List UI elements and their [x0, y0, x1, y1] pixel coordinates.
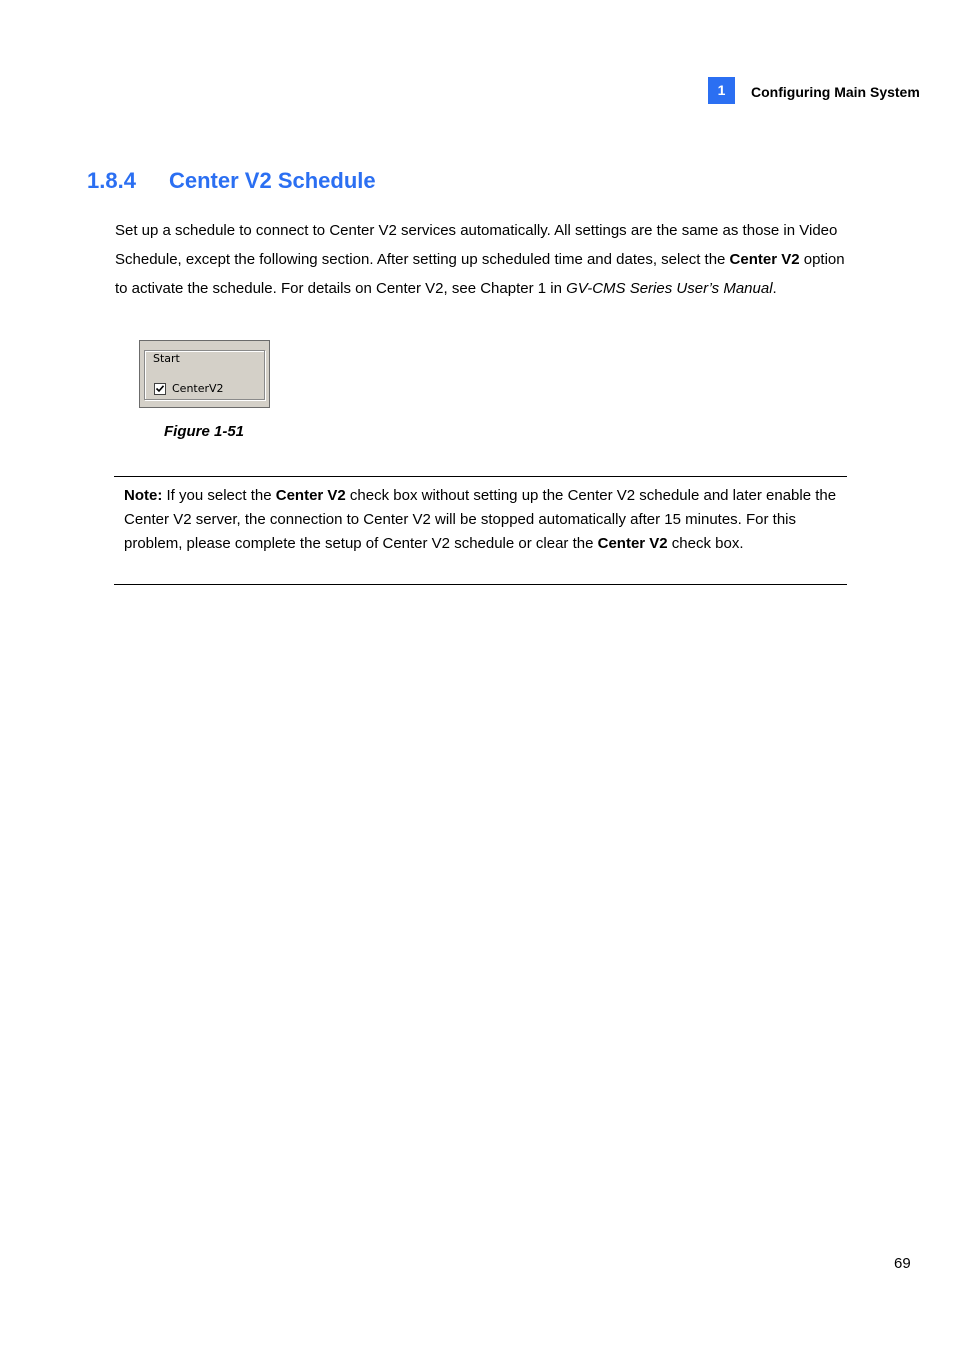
- intro-text: .: [772, 280, 777, 297]
- manual-reference: GV-CMS Series User’s Manual: [566, 280, 773, 297]
- section-heading: [87, 168, 376, 194]
- figure-caption: Figure 1-51: [164, 423, 245, 440]
- checkmark-icon: [155, 384, 165, 394]
- note-body: If you select the: [162, 487, 276, 504]
- section-number: 1.8.4: [87, 168, 136, 193]
- note-bold-term: Center V2: [275, 487, 346, 504]
- page-number: 69: [894, 1255, 911, 1272]
- chapter-title: Configuring Main System: [751, 84, 920, 100]
- intro-paragraph: [115, 216, 855, 303]
- intro-bold-term: Center V2: [729, 251, 800, 268]
- section-title: Center V2 Schedule: [169, 168, 376, 193]
- chapter-number-badge: 1: [708, 77, 735, 104]
- intro-text: option to activate the schedule. For details on Center V2, see Chapter 1 in: [115, 251, 845, 297]
- start-groupbox: [144, 350, 265, 400]
- centerv2-checkbox-label[interactable]: CenterV2: [172, 382, 224, 395]
- groupbox-legend: Start: [153, 352, 180, 365]
- note-label: Note:: [124, 487, 163, 504]
- note-bold-term: Center V2: [597, 535, 668, 552]
- note-body: check box without setting up the Center V2 schedule and later enable the Center V2 server, the connection to Center V2 will be stopped automatically after 15 minutes. For this problem, please complete the setup of Center V2 schedule or clear the: [124, 487, 837, 552]
- note-text: [124, 484, 839, 556]
- centerv2-checkbox[interactable]: [154, 383, 166, 395]
- note-box: [114, 476, 847, 585]
- intro-text: Set up a schedule to connect to Center V2 services automatically. All settings are the same as those in Video Schedule, except the following section. After setting up scheduled time and dates, select the: [115, 222, 838, 268]
- note-body: check box.: [667, 535, 744, 552]
- figure-screenshot: [139, 340, 270, 408]
